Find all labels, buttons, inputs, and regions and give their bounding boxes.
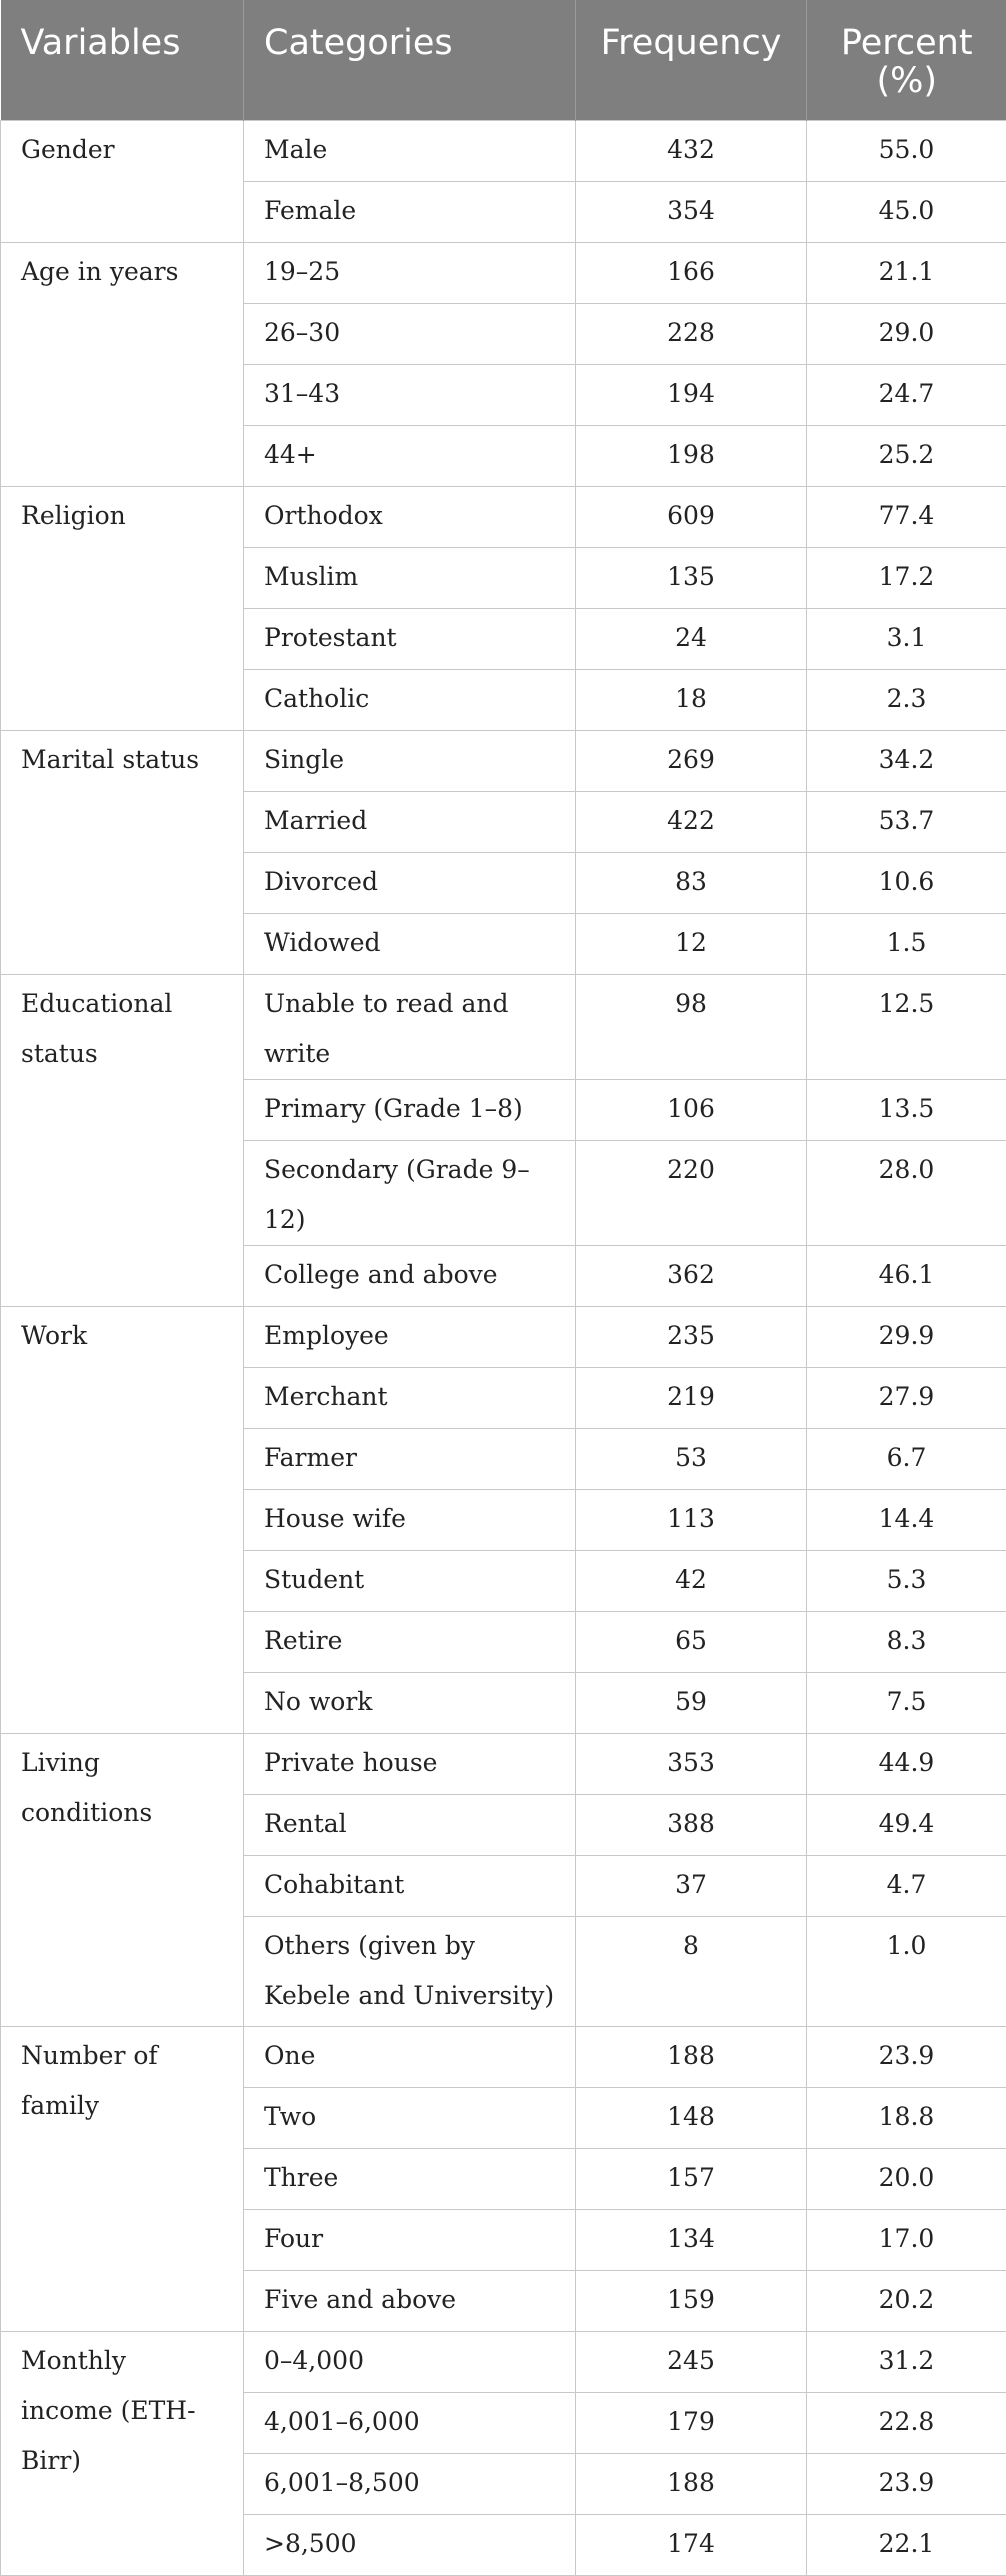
category-cell: House wife	[244, 1489, 576, 1550]
percent-cell: 23.9	[807, 2453, 1006, 2514]
percent-cell: 34.2	[807, 730, 1006, 791]
frequency-cell: 166	[576, 242, 807, 303]
percent-cell: 77.4	[807, 486, 1006, 547]
frequency-cell: 98	[576, 974, 807, 1079]
frequency-cell: 609	[576, 486, 807, 547]
frequency-cell: 113	[576, 1489, 807, 1550]
category-cell: 6,001–8,500	[244, 2453, 576, 2514]
percent-cell: 23.9	[807, 2026, 1006, 2087]
category-cell: Retire	[244, 1611, 576, 1672]
category-cell: Unable to read and write	[244, 974, 576, 1079]
category-cell: 4,001–6,000	[244, 2392, 576, 2453]
frequency-cell: 362	[576, 1245, 807, 1306]
frequency-cell: 432	[576, 120, 807, 181]
percent-cell: 22.8	[807, 2392, 1006, 2453]
percent-cell: 25.2	[807, 425, 1006, 486]
percent-cell: 17.2	[807, 547, 1006, 608]
header-row	[1, 0, 1006, 120]
frequency-cell: 148	[576, 2087, 807, 2148]
category-cell: Single	[244, 730, 576, 791]
frequency-cell: 83	[576, 852, 807, 913]
frequency-cell: 12	[576, 913, 807, 974]
frequency-cell: 188	[576, 2453, 807, 2514]
frequency-cell: 235	[576, 1306, 807, 1367]
percent-cell: 53.7	[807, 791, 1006, 852]
percent-cell: 3.1	[807, 608, 1006, 669]
percent-cell: 18.8	[807, 2087, 1006, 2148]
frequency-cell: 42	[576, 1550, 807, 1611]
frequency-cell: 135	[576, 547, 807, 608]
table-row	[1, 730, 1006, 791]
variable-cell: Gender	[1, 120, 244, 242]
frequency-cell: 220	[576, 1140, 807, 1245]
frequency-cell: 106	[576, 1079, 807, 1140]
header-variables: Variables	[1, 0, 244, 120]
percent-cell: 6.7	[807, 1428, 1006, 1489]
header-categories: Categories	[244, 0, 576, 120]
frequency-cell: 59	[576, 1672, 807, 1733]
category-cell: Others (given by Kebele and University)	[244, 1916, 576, 2026]
category-cell: Two	[244, 2087, 576, 2148]
table-row	[1, 120, 1006, 181]
variable-cell: Age in years	[1, 242, 244, 486]
percent-cell: 29.0	[807, 303, 1006, 364]
category-cell: College and above	[244, 1245, 576, 1306]
percent-cell: 10.6	[807, 852, 1006, 913]
category-cell: Secondary (Grade 9–12)	[244, 1140, 576, 1245]
percent-cell: 24.7	[807, 364, 1006, 425]
header-percent: Percent (%)	[807, 0, 1006, 120]
variable-cell: Living conditions	[1, 1733, 244, 2026]
category-cell: Employee	[244, 1306, 576, 1367]
percent-cell: 5.3	[807, 1550, 1006, 1611]
percent-cell: 7.5	[807, 1672, 1006, 1733]
frequency-cell: 388	[576, 1794, 807, 1855]
category-cell: 0–4,000	[244, 2331, 576, 2392]
frequency-cell: 159	[576, 2270, 807, 2331]
category-cell: Divorced	[244, 852, 576, 913]
frequency-cell: 179	[576, 2392, 807, 2453]
percent-cell: 44.9	[807, 1733, 1006, 1794]
percent-cell: 45.0	[807, 181, 1006, 242]
category-cell: Muslim	[244, 547, 576, 608]
category-cell: One	[244, 2026, 576, 2087]
percent-cell: 20.2	[807, 2270, 1006, 2331]
category-cell: Primary (Grade 1–8)	[244, 1079, 576, 1140]
table-row	[1, 1306, 1006, 1367]
category-cell: 19–25	[244, 242, 576, 303]
category-cell: Catholic	[244, 669, 576, 730]
table-row	[1, 974, 1006, 1079]
category-cell: Four	[244, 2209, 576, 2270]
percent-cell: 27.9	[807, 1367, 1006, 1428]
variable-cell: Marital status	[1, 730, 244, 974]
percent-cell: 14.4	[807, 1489, 1006, 1550]
frequency-cell: 24	[576, 608, 807, 669]
frequency-cell: 174	[576, 2514, 807, 2575]
percent-cell: 13.5	[807, 1079, 1006, 1140]
percent-cell: 31.2	[807, 2331, 1006, 2392]
percent-cell: 2.3	[807, 669, 1006, 730]
frequency-cell: 53	[576, 1428, 807, 1489]
frequency-cell: 8	[576, 1916, 807, 2026]
table-row	[1, 2026, 1006, 2087]
category-cell: Private house	[244, 1733, 576, 1794]
percent-cell: 49.4	[807, 1794, 1006, 1855]
frequency-cell: 65	[576, 1611, 807, 1672]
frequency-cell: 188	[576, 2026, 807, 2087]
category-cell: Cohabitant	[244, 1855, 576, 1916]
percent-cell: 4.7	[807, 1855, 1006, 1916]
percent-cell: 1.5	[807, 913, 1006, 974]
category-cell: No work	[244, 1672, 576, 1733]
percent-cell: 1.0	[807, 1916, 1006, 2026]
category-cell: Farmer	[244, 1428, 576, 1489]
category-cell: 26–30	[244, 303, 576, 364]
frequency-cell: 219	[576, 1367, 807, 1428]
frequency-cell: 353	[576, 1733, 807, 1794]
frequency-cell: 198	[576, 425, 807, 486]
frequency-cell: 157	[576, 2148, 807, 2209]
percent-cell: 22.1	[807, 2514, 1006, 2575]
category-cell: Orthodox	[244, 486, 576, 547]
category-cell: >8,500	[244, 2514, 576, 2575]
frequency-cell: 37	[576, 1855, 807, 1916]
frequency-cell: 422	[576, 791, 807, 852]
category-cell: Merchant	[244, 1367, 576, 1428]
percent-cell: 46.1	[807, 1245, 1006, 1306]
header-frequency: Frequency	[576, 0, 807, 120]
category-cell: Protestant	[244, 608, 576, 669]
table-row	[1, 1733, 1006, 1794]
category-cell: 44+	[244, 425, 576, 486]
variable-cell: Number of family	[1, 2026, 244, 2331]
percent-cell: 8.3	[807, 1611, 1006, 1672]
category-cell: Rental	[244, 1794, 576, 1855]
frequency-cell: 194	[576, 364, 807, 425]
category-cell: Five and above	[244, 2270, 576, 2331]
percent-cell: 20.0	[807, 2148, 1006, 2209]
variable-cell: Work	[1, 1306, 244, 1733]
category-cell: Student	[244, 1550, 576, 1611]
table-row	[1, 2331, 1006, 2392]
variable-cell: Educational status	[1, 974, 244, 1306]
frequency-cell: 18	[576, 669, 807, 730]
table-row	[1, 242, 1006, 303]
percent-cell: 28.0	[807, 1140, 1006, 1245]
frequency-cell: 134	[576, 2209, 807, 2270]
percent-cell: 12.5	[807, 974, 1006, 1079]
frequency-cell: 269	[576, 730, 807, 791]
percent-cell: 17.0	[807, 2209, 1006, 2270]
percent-cell: 21.1	[807, 242, 1006, 303]
category-cell: Female	[244, 181, 576, 242]
percent-cell: 29.9	[807, 1306, 1006, 1367]
category-cell: Married	[244, 791, 576, 852]
percent-cell: 55.0	[807, 120, 1006, 181]
table-body	[1, 120, 1006, 2575]
category-cell: Three	[244, 2148, 576, 2209]
category-cell: 31–43	[244, 364, 576, 425]
table-row	[1, 486, 1006, 547]
variable-cell: Religion	[1, 486, 244, 730]
category-cell: Widowed	[244, 913, 576, 974]
category-cell: Male	[244, 120, 576, 181]
frequency-cell: 354	[576, 181, 807, 242]
frequency-cell: 228	[576, 303, 807, 364]
frequency-cell: 245	[576, 2331, 807, 2392]
variable-cell: Monthly income (ETH-Birr)	[1, 2331, 244, 2575]
